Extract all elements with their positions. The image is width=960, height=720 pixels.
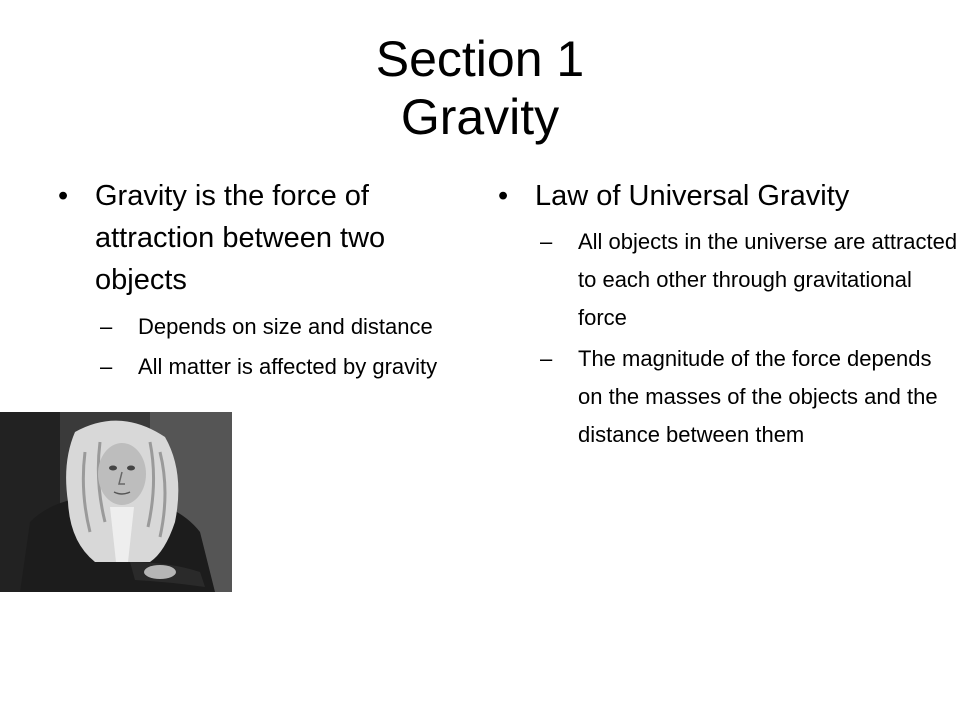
sub-bullet-all-matter [58,347,458,387]
right-column [498,175,958,457]
bullet-marker: • [58,180,69,212]
bullet-text: Law of Universal Gravity [535,180,850,212]
sub-bullet-magnitude [498,340,958,454]
bullet-gravity-definition [58,175,458,301]
sub-bullet-text: All matter is affected by gravity [138,354,438,379]
left-column [58,175,458,387]
sub-bullet-text: Depends on size and distance [138,314,433,339]
dash-marker: – [540,346,553,371]
portrait-engraving-icon [0,412,232,592]
sub-bullet-all-objects-attracted [498,223,958,337]
sub-bullet-size-distance [58,307,458,347]
sub-bullet-text: All objects in the universe are attracted to each other through gravitational force [578,229,958,330]
title-line-2: Gravity [400,89,560,145]
bullet-text: Gravity is the force of attraction between two objects [95,180,386,296]
dash-marker: – [540,229,553,254]
bullet-marker: • [498,180,509,212]
slide-title [0,30,960,146]
bullet-law-of-universal-gravity [498,175,958,217]
title-line-1: Section 1 [375,31,585,87]
portrait-image [0,412,232,592]
sub-bullet-text: The magnitude of the force depends on the masses of the objects and the distance between them [578,346,938,447]
dash-marker: – [100,314,113,339]
dash-marker: – [100,354,113,379]
